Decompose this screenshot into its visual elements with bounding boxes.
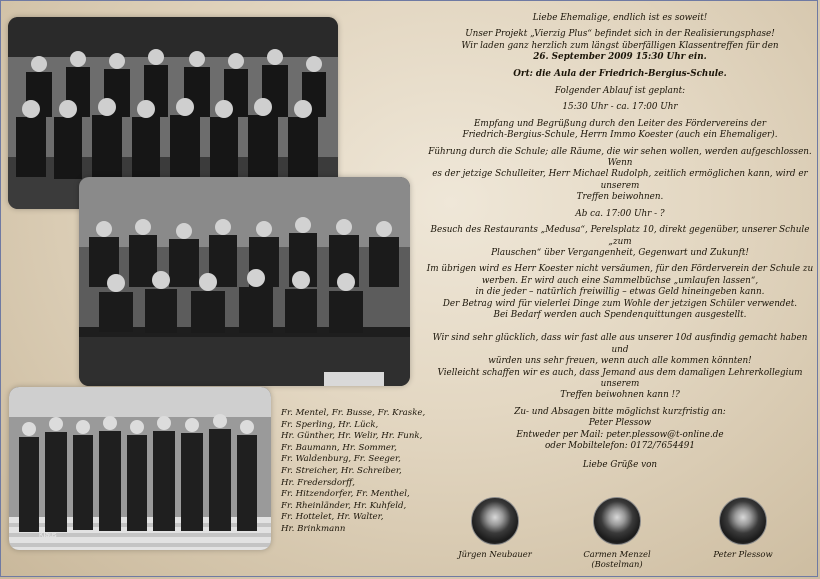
restaurant-paragraph: [424, 225, 816, 259]
donation-line: werben. Er wird auch eine Sammelbüchse „umlaufen lassen“,: [481, 275, 759, 286]
portrait-photo: [593, 497, 641, 545]
teacher-names-line: Fr. Hottelet, Hr. Walter,: [281, 512, 384, 523]
restaurant-line: Besuch des Restaurants „Medusa“, Perelsplatz 10, direkt gegenüber, unserer Schule „zum: [430, 225, 810, 247]
teacher-names-line: Hr. Fredersdorff,: [281, 477, 355, 488]
teacher-names-line: Fr. Baumann, Hr. Sommer,: [281, 442, 397, 453]
rsvp-mail: Entweder per Mail: peter.plessow@t-online.de: [516, 429, 724, 440]
teacher-names-line: Hr. Günther, Hr. Welir, Hr. Funk,: [281, 431, 423, 442]
teacher-names-line: Fr. Sperling, Hr. Lück,: [281, 419, 379, 430]
tour-line: es der jetzige Schulleiter, Herr Michael Rudolph, zeitlich ermöglichen kann, wird er unserem: [432, 169, 808, 191]
donation-line: in die jeder – natürlich freiwillig – etwas Geld hineingeben kann.: [475, 287, 765, 298]
teacher-names-line: Hr. Brinkmann: [281, 523, 346, 534]
tour-line: Führung durch die Schule; alle Räume, die wir sehen wollen, werden aufgeschlossen. Wenn: [428, 146, 812, 169]
intro-line: Wir laden ganz herzlich zum längst überfälligen Klassentreffen für den: [461, 40, 779, 51]
teacher-names-line: Fr. Mentel, Fr. Busse, Fr. Kraske,: [281, 408, 426, 418]
signature-name: Peter Plessow: [713, 549, 773, 559]
donation-line: Im übrigen wird es Herr Koester nicht versäumen, für den Förderverein der Schule zu: [426, 264, 814, 275]
intro-line: Unser Projekt „Vierzig Plus“ befindet sich in der Realisierungsphase!: [465, 29, 775, 40]
event-date: 26. September 2009 15:30 Uhr ein.: [533, 52, 707, 63]
happy-line: würden uns sehr freuen, wenn auch alle kommen könnten!: [488, 356, 752, 367]
teacher-names-list: [281, 408, 426, 536]
signature-name: Carmen Menzel (Bostelman): [583, 549, 651, 569]
event-location: Ort: die Aula der Friedrich-Bergius-Schule.: [513, 68, 727, 79]
teacher-names-line: Fr. Rheinländer, Hr. Kuhfeld,: [281, 500, 407, 511]
photo-caption-klaus: Klaus: [39, 532, 57, 539]
teachers-photo: [9, 387, 271, 550]
schedule-intro: Folgender Ablauf ist geplant:: [554, 86, 686, 97]
portrait-photo: [719, 497, 767, 545]
donation-line: Bei Bedarf werden auch Spendenquittungen ausgestellt.: [493, 309, 747, 320]
rsvp-paragraph: [424, 407, 816, 453]
tour-line: Treffen beiwohnen.: [576, 192, 664, 203]
invitation-letter: [424, 13, 816, 477]
signature-juergen-neubauer: [440, 497, 550, 559]
happy-line: Vielleicht schaffen wir es auch, dass Jemand aus dem damaligen Lehrerkollegium unserem: [437, 367, 803, 389]
donation-paragraph: [424, 264, 816, 321]
teacher-names-line: Fr. Waldenburg, Fr. Seeger,: [281, 454, 401, 465]
intro-paragraph: [424, 29, 816, 63]
signature-carmen-menzel: [562, 497, 672, 569]
schedule-time-1: 15:30 Uhr - ca. 17:00 Uhr: [562, 102, 678, 113]
tour-paragraph: [424, 147, 816, 204]
donation-line: Der Betrag wird für vielerlei Dinge zum Wohle der jetzigen Schüler verwendet.: [442, 298, 798, 309]
closing: Liebe Grüße von: [582, 460, 658, 471]
happy-line: Treffen beiwohnen kann !?: [560, 390, 680, 401]
signature-name: Jürgen Neubauer: [458, 549, 532, 559]
class-photo-middle: [79, 177, 410, 386]
teacher-names-line: Fr. Hitzendorfer, Fr. Menthel,: [281, 489, 410, 500]
restaurant-line: Plauschen“ über Vergangenheit, Gegenwart und Zukunft!: [491, 247, 749, 258]
schedule-time-2: Ab ca. 17:00 Uhr - ?: [575, 208, 665, 219]
reception-paragraph: [424, 119, 816, 142]
reception-line: Friedrich-Bergius-Schule, Herrn Immo Koester (auch ein Ehemaliger).: [462, 130, 778, 141]
signature-peter-plessow: [688, 497, 798, 559]
portrait-photo: [471, 497, 519, 545]
rsvp-line: Zu- und Absagen bitte möglichst kurzfristig an:: [514, 406, 726, 417]
greeting: Liebe Ehemalige, endlich ist es soweit!: [532, 13, 708, 23]
rsvp-name: Peter Plessow: [588, 418, 652, 429]
teacher-names-line: Fr. Streicher, Hr. Schreiber,: [281, 465, 402, 476]
happy-paragraph: [424, 333, 816, 401]
rsvp-phone: oder Mobiltelefon: 0172/7654491: [545, 441, 695, 451]
reception-line: Empfang und Begrüßung durch den Leiter des Fördervereins der: [473, 118, 767, 129]
happy-line: Wir sind sehr glücklich, dass wir fast alle aus unserer 10d ausfindig gemacht haben und: [432, 333, 808, 355]
